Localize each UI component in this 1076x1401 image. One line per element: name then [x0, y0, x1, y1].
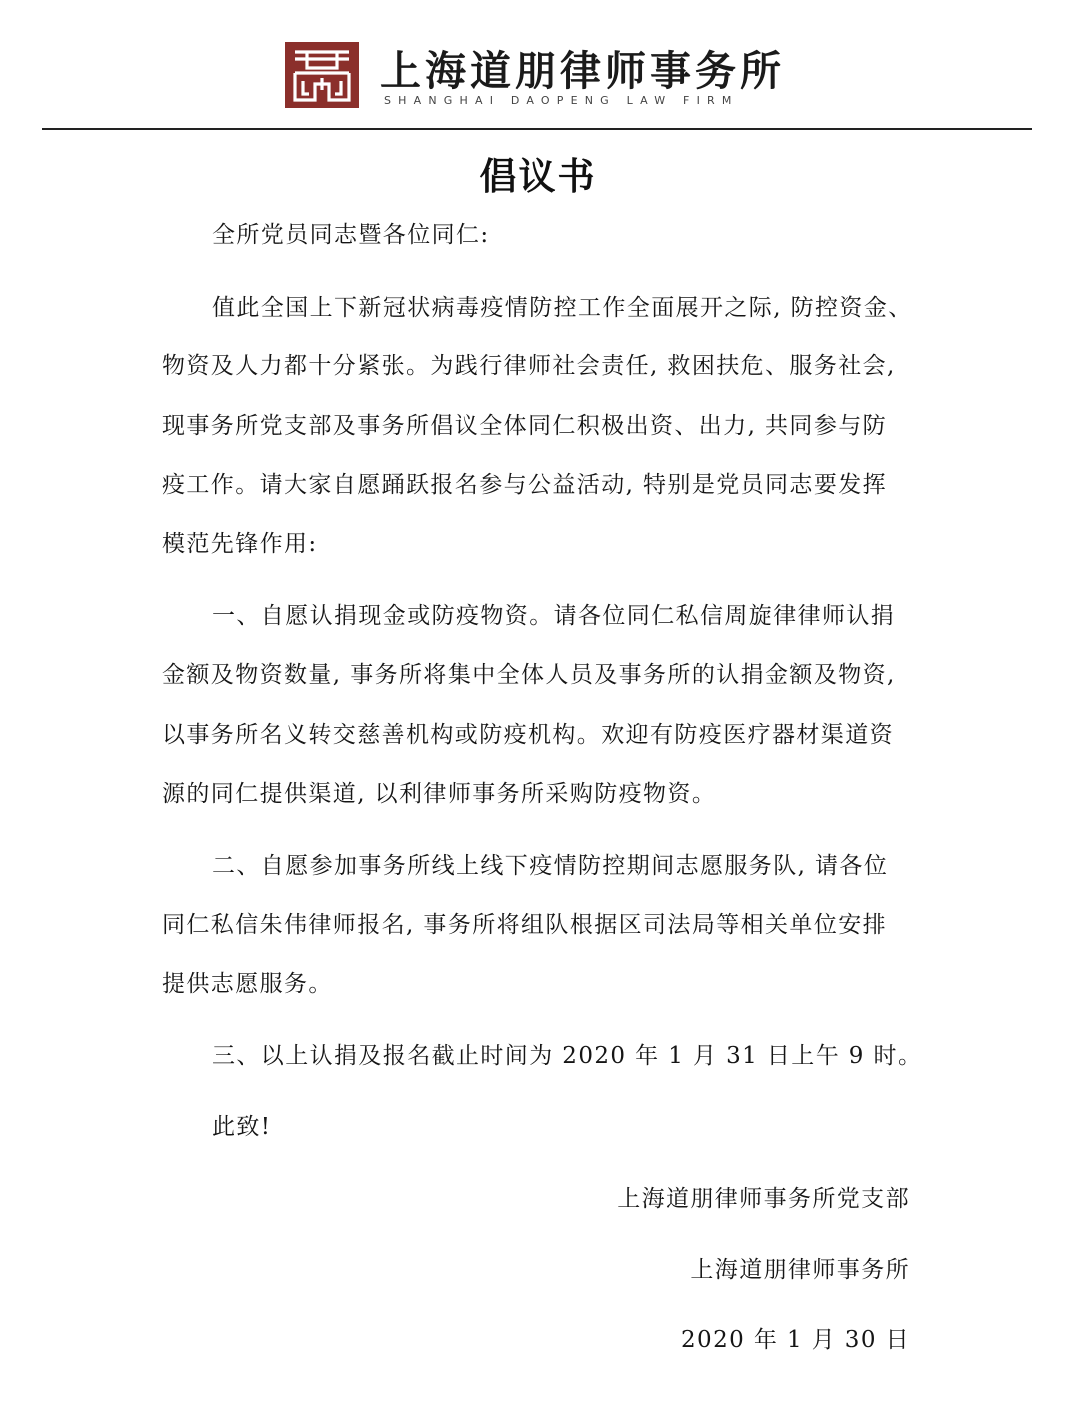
- header-divider: [42, 128, 1032, 130]
- item-one-line: 一、自愿认捐现金或防疫物资。请各位同仁私信周旋律律师认捐: [212, 603, 896, 629]
- document-date: 2020 年 1 月 30 日: [681, 1327, 910, 1353]
- signature-firm: 上海道朋律师事务所: [690, 1257, 910, 1283]
- item-three-line: 三、以上认捐及报名截止时间为 2020 年 1 月 31 日上午 9 时。: [212, 1043, 923, 1069]
- paragraph-line: 现事务所党支部及事务所倡议全体同仁积极出资、出力, 共同参与防: [162, 413, 888, 439]
- item-two-line: 提供志愿服务。: [162, 971, 333, 997]
- firm-name-english: SHANGHAI DAOPENG LAW FIRM: [384, 94, 739, 107]
- signature-party-branch: 上海道朋律师事务所党支部: [617, 1186, 910, 1212]
- item-one-line: 以事务所名义转交慈善机构或防疫机构。欢迎有防疫医疗器材渠道资: [162, 722, 894, 748]
- letterhead: [0, 0, 1076, 128]
- paragraph-line: 疫工作。请大家自愿踊跃报名参与公益活动, 特别是党员同志要发挥: [162, 472, 888, 498]
- closing: 此致!: [212, 1114, 272, 1140]
- paragraph-line: 物资及人力都十分紧张。为践行律师社会责任, 救困扶危、服务社会,: [162, 353, 896, 379]
- item-two-line: 二、自愿参加事务所线上线下疫情防控期间志愿服务队, 请各位: [212, 853, 889, 879]
- item-two-line: 同仁私信朱伟律师报名, 事务所将组队根据区司法局等相关单位安排: [162, 912, 888, 938]
- item-one-line: 源的同仁提供渠道, 以利律师事务所采购防疫物资。: [162, 781, 717, 807]
- salutation: 全所党员同志暨各位同仁:: [212, 222, 490, 248]
- seal-logo-icon: [285, 42, 359, 108]
- paragraph-line: 值此全国上下新冠状病毒疫情防控工作全面展开之际, 防控资金、: [212, 295, 913, 321]
- item-one-line: 金额及物资数量, 事务所将集中全体人员及事务所的认捐金额及物资,: [162, 662, 896, 688]
- firm-name: 上海道朋律师事务所: [380, 47, 785, 95]
- document-title: 倡议书: [479, 155, 597, 198]
- paragraph-line: 模范先锋作用:: [162, 531, 318, 557]
